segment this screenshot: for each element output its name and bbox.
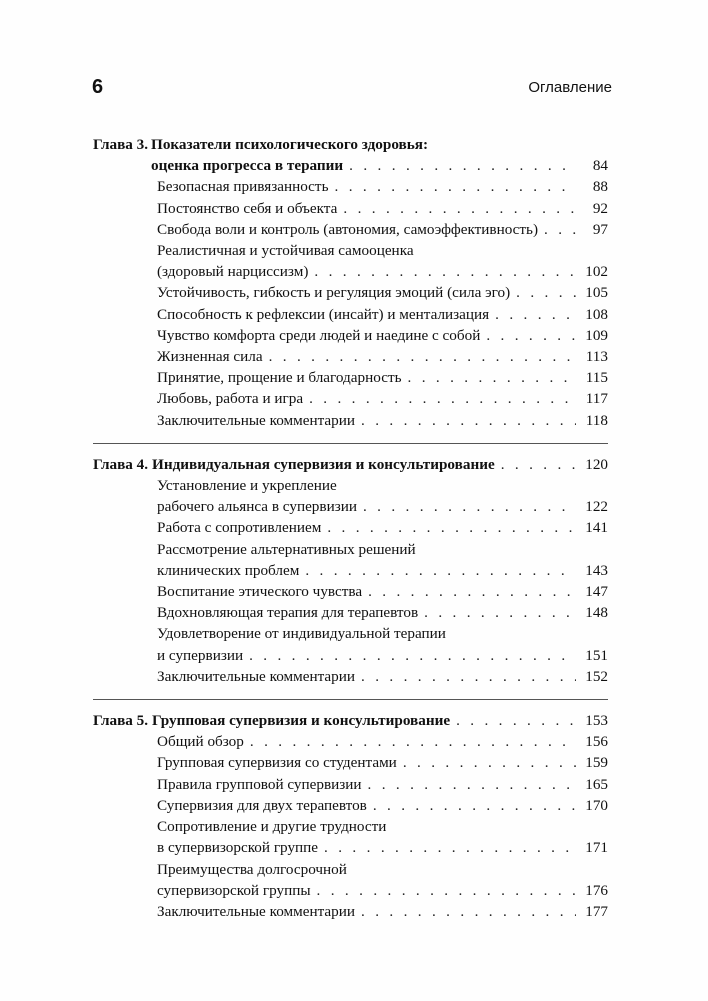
page-ref: 105 <box>585 284 608 302</box>
leader-dots <box>269 346 576 367</box>
entry-title: в супервизорской группе <box>157 839 319 857</box>
entry-title: Свобода воли и контроль (автономия, самоэффективность) <box>157 220 539 238</box>
page-ref: 141 <box>585 519 608 537</box>
running-title: Оглавление <box>528 79 612 96</box>
leader-dots <box>544 219 576 240</box>
page-ref: 97 <box>592 220 608 238</box>
entry-title-line1: Сопротивление и другие трудности <box>157 818 387 836</box>
leader-dots <box>403 752 576 773</box>
chapter-heading[interactable] <box>93 710 608 731</box>
entry-title-line1: Установление и укрепление <box>157 477 337 495</box>
entry-title: Заключительные комментарии <box>157 667 356 685</box>
toc-entry[interactable] <box>157 774 608 795</box>
entry-title: Жизненная сила <box>157 348 263 366</box>
chapter-label: Глава 5. <box>93 712 149 730</box>
toc-entry[interactable] <box>157 282 608 303</box>
leader-dots <box>361 666 576 687</box>
entry-title: Супервизия для двух терапевтов <box>157 796 367 814</box>
chapter-label: Глава 3. <box>93 136 149 153</box>
page-ref: 88 <box>592 178 608 196</box>
leader-dots <box>314 261 576 282</box>
entry-title-line1: Удовлетворение от индивидуальной терапии <box>157 625 446 643</box>
toc-entry[interactable] <box>157 410 608 431</box>
page-ref: 118 <box>585 411 608 429</box>
entry-title: (здоровый нарциссизм) <box>157 263 309 281</box>
leader-dots <box>335 176 577 197</box>
leader-dots <box>373 795 576 816</box>
chapter-title-line1: Показатели психологического здоровья: <box>151 136 429 153</box>
entry-title: Чувство комфорта среди людей и наедине с собой <box>157 326 481 344</box>
toc-entry[interactable] <box>157 581 608 602</box>
entry-title: Постоянство себя и объекта <box>157 199 338 217</box>
page-ref: 92 <box>592 199 608 217</box>
entry-title-line1: Реалистичная и устойчивая самооценка <box>157 242 414 260</box>
chapter-title-entry[interactable] <box>151 155 608 176</box>
chapter-4 <box>93 443 608 687</box>
leader-dots <box>249 645 576 666</box>
toc-entry[interactable] <box>157 795 608 816</box>
toc-entry[interactable] <box>157 752 608 773</box>
entry-title: супервизорской группы <box>157 881 311 899</box>
leader-dots <box>250 731 576 752</box>
chapter-title: Групповая супервизия и консультирование <box>152 712 451 730</box>
entry-title: Заключительные комментарии <box>157 411 356 429</box>
entry-title: Способность к рефлексии (инсайт) и ментализация <box>157 305 490 323</box>
chapter-heading <box>93 134 608 176</box>
toc-entry[interactable] <box>157 198 608 219</box>
chapter-title: Индивидуальная супервизия и консультирование <box>152 455 495 473</box>
entry-title: Воспитание этического чувства <box>157 583 363 601</box>
page-ref: 156 <box>585 733 608 751</box>
leader-dots <box>363 496 576 517</box>
leader-dots <box>495 304 576 325</box>
toc-entry[interactable] <box>157 367 608 388</box>
toc-entry-multiline[interactable] <box>93 816 608 858</box>
toc-entry[interactable] <box>157 602 608 623</box>
toc-entry-multiline[interactable] <box>93 859 608 901</box>
entry-title: Принятие, прощение и благодарность <box>157 369 402 387</box>
toc-entry-multiline[interactable] <box>93 240 608 282</box>
page-ref: 115 <box>585 369 608 387</box>
toc-entry[interactable] <box>157 517 608 538</box>
page-ref: 152 <box>585 667 608 685</box>
page-ref: 153 <box>585 712 608 730</box>
page-ref: 165 <box>585 775 608 793</box>
toc-entry[interactable] <box>157 304 608 325</box>
entry-title: Правила групповой супервизии <box>157 775 362 793</box>
page-ref: 117 <box>585 390 608 408</box>
toc-entry[interactable] <box>157 901 608 922</box>
toc-entry[interactable] <box>157 325 608 346</box>
leader-dots <box>349 155 576 176</box>
toc-entry[interactable] <box>157 176 608 197</box>
entry-title: Устойчивость, гибкость и регуляция эмоций (сила эго) <box>157 284 511 302</box>
page-ref: 84 <box>592 157 608 175</box>
page-ref: 176 <box>585 881 608 899</box>
leader-dots <box>368 581 576 602</box>
toc-entry-multiline[interactable] <box>93 475 608 517</box>
entry-title: Безопасная привязанность <box>157 178 329 196</box>
page-ref: 170 <box>585 796 608 814</box>
leader-dots <box>343 198 576 219</box>
entry-title: Любовь, работа и игра <box>157 390 304 408</box>
entry-title-line1: Рассмотрение альтернативных решений <box>157 540 416 558</box>
entry-title: рабочего альянса в супервизии <box>157 498 357 516</box>
leader-dots <box>305 560 576 581</box>
page-ref: 171 <box>585 839 608 857</box>
page-ref: 147 <box>585 583 608 601</box>
entry-title: Общий обзор <box>157 733 244 751</box>
leader-dots <box>424 602 576 623</box>
page-ref: 151 <box>585 646 608 664</box>
leader-dots <box>408 367 576 388</box>
entry-title: Вдохновляющая терапия для терапевтов <box>157 604 419 622</box>
entry-title-line1: Преимущества долгосрочной <box>157 860 347 878</box>
leader-dots <box>368 774 576 795</box>
page-ref: 143 <box>585 561 608 579</box>
leader-dots <box>516 282 576 303</box>
leader-dots <box>361 410 576 431</box>
toc-entry[interactable] <box>157 346 608 367</box>
leader-dots <box>317 880 576 901</box>
leader-dots <box>327 517 576 538</box>
page-ref: 122 <box>585 498 608 516</box>
entry-title: Групповая супервизия со студентами <box>157 754 397 772</box>
page-ref: 120 <box>585 455 608 473</box>
chapter-title-line2: оценка прогресса в терапии <box>151 157 344 175</box>
toc-entry-multiline[interactable] <box>93 623 608 665</box>
page-ref: 159 <box>585 754 608 772</box>
page-ref: 148 <box>585 604 608 622</box>
leader-dots <box>456 710 576 731</box>
leader-dots <box>324 837 576 858</box>
page-ref: 102 <box>585 263 608 281</box>
page-ref: 177 <box>585 902 608 920</box>
toc-entry[interactable] <box>157 731 608 752</box>
toc-entry-multiline[interactable] <box>93 539 608 581</box>
chapter-5 <box>93 699 608 922</box>
entry-title: и супервизии <box>157 646 244 664</box>
entry-title: Работа с сопротивлением <box>157 519 322 537</box>
entry-title: клинических проблем <box>157 561 300 579</box>
page-ref: 113 <box>585 348 608 366</box>
chapter-label: Глава 4. <box>93 455 149 473</box>
page-ref: 108 <box>585 305 608 323</box>
leader-dots <box>309 388 576 409</box>
entry-title: Заключительные комментарии <box>157 902 356 920</box>
leader-dots <box>361 901 576 922</box>
chapter-heading[interactable] <box>93 454 608 475</box>
leader-dots <box>486 325 576 346</box>
leader-dots <box>501 454 576 475</box>
page-ref: 109 <box>585 326 608 344</box>
toc-entry[interactable] <box>157 388 608 409</box>
toc-entry[interactable] <box>157 666 608 687</box>
toc-entry[interactable] <box>157 219 608 240</box>
page-number: 6 <box>92 76 104 98</box>
chapter-3 <box>93 134 608 431</box>
table-of-contents <box>93 134 608 922</box>
